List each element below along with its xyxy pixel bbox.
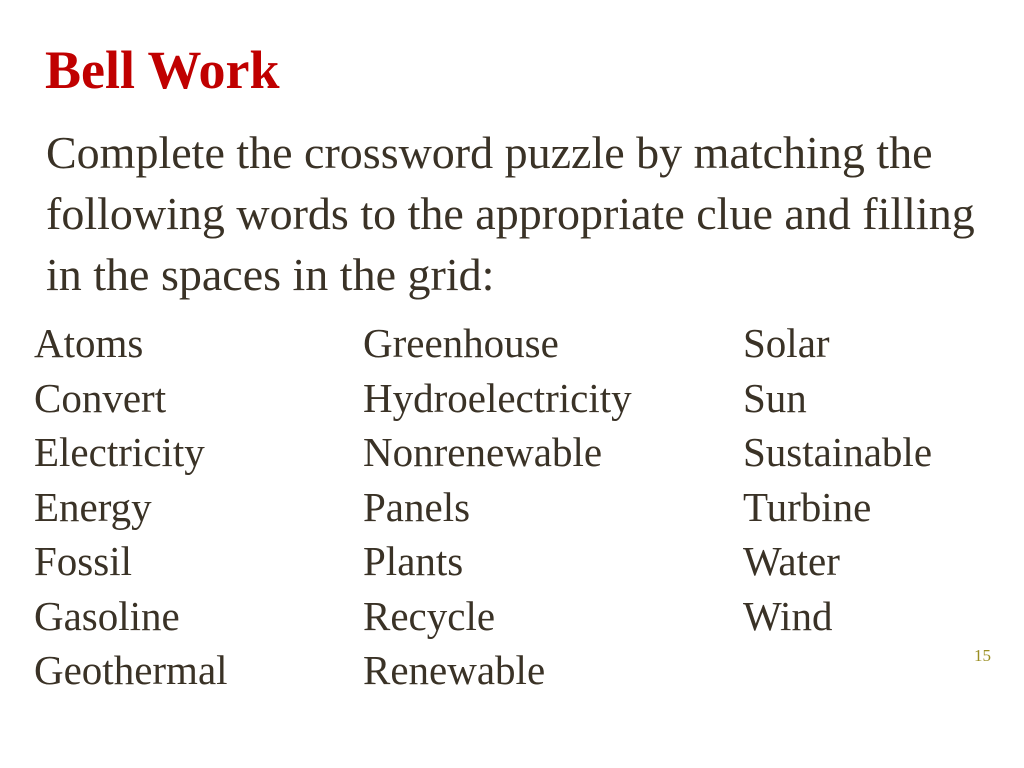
word-bank-item: Energy [34,483,152,530]
slide-title: Bell Work [45,40,280,100]
word-bank-item: Renewable [363,647,546,693]
word-bank-item: Geothermal [34,647,228,693]
word-bank-item: Electricity [34,429,205,475]
word-bank-item: Wind [743,592,833,639]
word-bank-column-1 [34,316,228,698]
word-bank-item: Recycle [363,592,496,639]
word-bank-item: Greenhouse [363,320,559,366]
slide-number: 15 [974,646,991,665]
word-bank-item: Panels [363,483,471,530]
word-bank-item: Solar [743,320,830,366]
word-bank-column-3 [743,316,932,643]
word-bank-item: Fossil [34,538,132,584]
word-bank-item: Turbine [743,483,872,530]
word-bank-item: Gasoline [34,592,180,639]
word-bank-column-2 [363,316,632,698]
word-bank-item: Atoms [34,320,144,366]
instructions-text: Complete the crossword puzzle by matching the following words to the appropriate clue and filling in the spaces in the grid: [46,127,975,300]
word-bank-item: Plants [363,538,464,584]
word-bank-item: Nonrenewable [363,429,603,475]
word-bank-item: Convert [34,374,167,421]
word-bank-item: Water [743,538,840,584]
word-bank-item: Sun [743,374,807,421]
word-bank-item: Hydroelectricity [363,374,632,421]
word-bank-item: Sustainable [743,429,933,475]
